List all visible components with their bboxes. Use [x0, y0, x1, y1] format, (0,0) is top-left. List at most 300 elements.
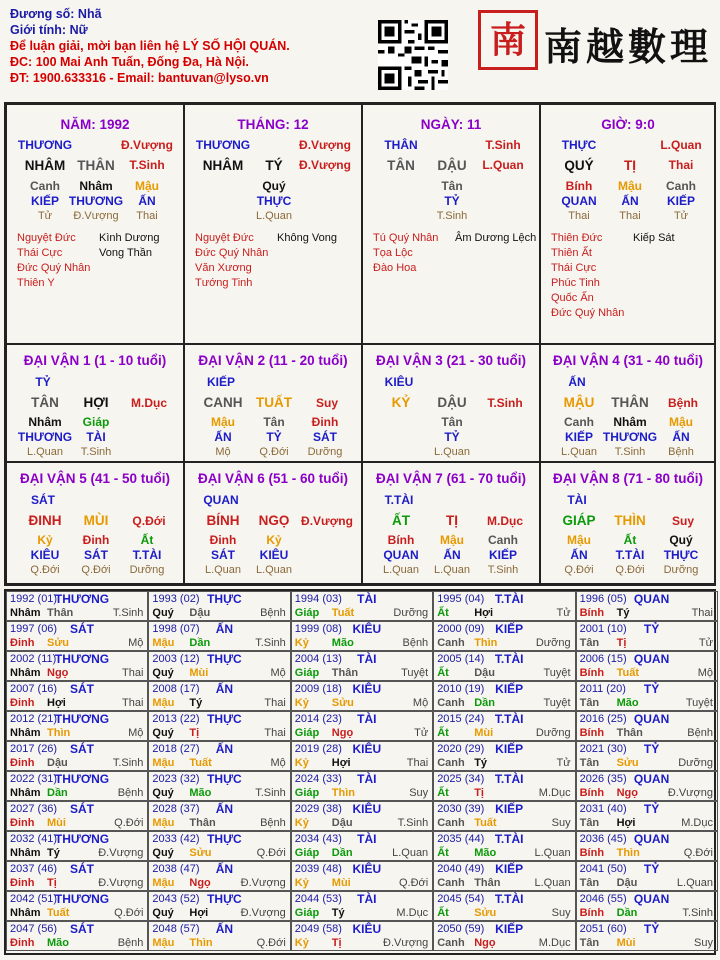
hidden-god: QUAN — [561, 194, 597, 208]
year-status: Dưỡng — [535, 727, 571, 739]
year-branch: Tuất — [474, 817, 497, 829]
year-branch: Hợi — [189, 907, 209, 919]
year-cell — [291, 591, 433, 621]
dai-van-title: ĐẠI VẬN 4 (31 - 40 tuổi) — [552, 353, 704, 368]
year-god: QUAN — [633, 592, 670, 606]
year-label: 2010 (19) — [437, 683, 485, 695]
year-branch: Dậu — [47, 757, 68, 769]
year-label: 2018 (27) — [152, 743, 200, 755]
heavenly-stem: QUÝ — [564, 158, 594, 173]
hidden-status: L.Quan — [204, 564, 242, 576]
year-branch: Hợi — [331, 757, 351, 769]
year-cell — [6, 681, 148, 711]
dai-van-title: ĐẠI VẬN 2 (11 - 20 tuổi) — [198, 353, 348, 368]
year-branch: Tý — [47, 847, 60, 859]
star-item: Âm Dương Lệch — [455, 232, 537, 244]
earthly-branch: DẬU — [437, 158, 467, 173]
year-label: 2036 (45) — [579, 833, 627, 845]
year-label: 2050 (59) — [437, 923, 485, 935]
hidden-stem: Đinh — [209, 533, 237, 547]
year-stem: Mậu — [152, 937, 175, 949]
hidden-status: Tử — [37, 210, 53, 222]
year-god: KIẾP — [495, 862, 524, 876]
year-cell — [433, 831, 575, 861]
year-god: SÁT — [70, 622, 94, 636]
year-cell — [148, 861, 290, 891]
year-status: L.Quan — [392, 847, 429, 859]
year-stem: Bính — [579, 847, 605, 859]
pillar-god: THỰC — [561, 138, 597, 152]
year-god: KIẾP — [495, 742, 524, 756]
year-cell — [291, 621, 433, 651]
hidden-status: Tử — [673, 210, 689, 222]
year-god: TÀI — [357, 772, 377, 786]
year-cell — [291, 741, 433, 771]
hidden-stem: Kỷ — [266, 533, 282, 547]
year-branch: Sửu — [331, 697, 354, 709]
year-status: Q.Đới — [256, 847, 286, 859]
pillar-title: THÁNG: 12 — [237, 117, 309, 132]
year-god: T.TÀI — [494, 772, 524, 786]
year-cell — [433, 891, 575, 921]
year-label: 1999 (08) — [294, 623, 342, 635]
year-stem: Tân — [579, 937, 600, 949]
year-branch: Mão — [616, 697, 639, 709]
year-status: Mộ — [697, 667, 713, 679]
year-branch: Tuất — [616, 667, 639, 679]
year-branch: Ngọ — [331, 727, 354, 739]
year-branch: Sửu — [474, 907, 497, 919]
year-stem: Ất — [437, 667, 449, 679]
year-label: 2032 (41) — [10, 833, 58, 845]
year-branch: Dậu — [474, 667, 495, 679]
year-branch: Dần — [47, 787, 68, 799]
dai-van-5 — [6, 462, 184, 584]
year-branch: Dậu — [331, 817, 353, 829]
year-label: 2031 (40) — [579, 803, 627, 815]
year-stem: Canh — [437, 757, 465, 769]
year-stem: Tân — [579, 757, 600, 769]
year-branch: Mùi — [616, 937, 636, 949]
year-status: L.Quan — [676, 877, 713, 889]
year-status: Q.Đới — [256, 937, 286, 949]
year-status: T.Sinh — [112, 757, 144, 769]
year-cell — [433, 651, 575, 681]
year-cell — [148, 621, 290, 651]
year-cell — [148, 651, 290, 681]
hidden-status: Thai — [619, 210, 641, 222]
dai-van-4 — [540, 344, 716, 462]
star-item: Thiên Ất — [551, 247, 592, 259]
hidden-god: QUAN — [383, 548, 419, 562]
hidden-status: T.Sinh — [80, 446, 112, 458]
year-branch: Thìn — [616, 847, 640, 859]
year-branch: Hợi — [616, 817, 636, 829]
year-branch: Thìn — [331, 787, 356, 799]
year-label: 2005 (14) — [437, 653, 485, 665]
star-item: Đức Quý Nhân — [195, 247, 269, 259]
pillar-title: GIỜ: 9:0 — [601, 117, 655, 132]
year-status: Bệnh — [687, 727, 713, 739]
year-god: T.TÀI — [494, 592, 524, 606]
dai-van-title: ĐẠI VẬN 1 (1 - 10 tuổi) — [23, 353, 167, 368]
year-stem: Đinh — [10, 937, 35, 949]
hidden-god: SÁT — [313, 430, 337, 444]
dai-van-stem: CANH — [203, 395, 243, 410]
year-stem: Nhâm — [10, 667, 41, 679]
hidden-stem: Ất — [140, 533, 154, 547]
year-stem: Kỷ — [294, 637, 309, 649]
hidden-status: Q.Đới — [81, 564, 111, 576]
year-god: ẤN — [215, 622, 234, 636]
phone-line: ĐT: 1900.633316 - Email: bantuvan@lyso.vn — [10, 71, 269, 85]
year-label: 2027 (36) — [10, 803, 58, 815]
year-god: TÀI — [357, 892, 377, 906]
dai-van-god: SÁT — [31, 493, 55, 507]
dai-van-6 — [184, 462, 362, 584]
star-item: Thiên Đức — [551, 232, 603, 244]
year-cell — [148, 741, 290, 771]
hidden-status: Bệnh — [668, 446, 694, 458]
hidden-god: KIẾP — [666, 194, 696, 208]
dai-van-status: M.Dục — [131, 396, 167, 410]
star-item: Kình Dương — [99, 232, 160, 244]
hidden-stem: Mậu — [135, 179, 159, 193]
year-status: M.Dục — [538, 787, 571, 799]
hidden-status: L.Quan — [433, 564, 471, 576]
year-status: Bệnh — [260, 607, 286, 619]
dai-van-branch: DẬU — [437, 395, 467, 410]
year-label: 2021 (30) — [579, 743, 627, 755]
stars-right — [99, 231, 159, 261]
year-stem: Quý — [152, 667, 174, 679]
year-stem: Tân — [579, 877, 600, 889]
year-stem: Mậu — [152, 817, 175, 829]
year-god: THƯƠNG — [54, 892, 110, 906]
year-label: 2034 (43) — [294, 833, 342, 845]
year-god: TÀI — [357, 652, 377, 666]
year-god: SÁT — [70, 862, 94, 876]
year-status: Dưỡng — [393, 607, 429, 619]
year-god: TỶ — [643, 862, 660, 876]
year-branch: Tị — [474, 787, 484, 799]
year-stem: Đinh — [10, 877, 35, 889]
year-label: 2051 (60) — [579, 923, 627, 935]
year-status: Tử — [414, 727, 429, 739]
year-cell — [291, 831, 433, 861]
year-god: ẤN — [215, 742, 234, 756]
pillar-status: Đ.Vượng — [299, 158, 351, 172]
year-label: 2011 (20) — [579, 683, 626, 695]
year-cell — [6, 801, 148, 831]
year-god: THỰC — [207, 592, 242, 606]
dai-van-status: Q.Đới — [132, 514, 166, 528]
year-god: SÁT — [70, 922, 94, 936]
gender: Giới tính: Nữ — [10, 23, 88, 37]
year-god: KIÊU — [352, 682, 382, 696]
stars-left — [551, 231, 624, 321]
year-branch: Mão — [474, 847, 497, 859]
hidden-status: Q.Đới — [615, 564, 645, 576]
year-status: Suy — [694, 937, 713, 949]
dai-van-branch: THÌN — [614, 513, 646, 528]
year-stem: Kỷ — [294, 697, 309, 709]
year-cell — [576, 831, 718, 861]
pillar-top-status: Đ.Vượng — [299, 138, 351, 152]
stars-left — [373, 231, 438, 276]
year-stem: Bính — [579, 727, 605, 739]
dai-van-god: ẤN — [568, 375, 586, 389]
stars-left — [17, 231, 90, 291]
year-status: Đ.Vượng — [98, 847, 144, 859]
year-god: THƯƠNG — [54, 832, 110, 846]
year-god: TỶ — [643, 922, 660, 936]
year-status: M.Dục — [396, 907, 429, 919]
year-label: 2025 (34) — [437, 773, 485, 785]
year-god: SÁT — [70, 682, 94, 696]
year-label: 2012 (21) — [10, 713, 58, 725]
year-label: 2022 (31) — [10, 773, 58, 785]
hidden-status: Dưỡng — [129, 564, 165, 576]
year-cell — [6, 591, 148, 621]
year-cell — [6, 771, 148, 801]
year-cell — [6, 831, 148, 861]
year-status: Thai — [264, 697, 286, 709]
hidden-stem: Mậu — [211, 415, 235, 429]
year-stem: Tân — [579, 817, 600, 829]
year-label: 2043 (52) — [152, 893, 200, 905]
year-god: TỶ — [643, 802, 660, 816]
year-status: Đ.Vượng — [98, 877, 144, 889]
year-label: 2015 (24) — [437, 713, 485, 725]
year-status: L.Quan — [534, 877, 571, 889]
year-stem: Nhâm — [10, 607, 41, 619]
year-god: THỰC — [207, 892, 242, 906]
qr-code[interactable] — [378, 20, 448, 90]
dai-van-status: Suy — [671, 514, 695, 528]
year-cell — [291, 771, 433, 801]
year-label: 2009 (18) — [294, 683, 342, 695]
hidden-status: T.Sinh — [436, 210, 468, 222]
year-stem: Bính — [579, 907, 605, 919]
year-label: 2046 (55) — [579, 893, 627, 905]
year-stem: Ất — [437, 727, 449, 739]
star-item: Nguyệt Đức — [17, 232, 76, 244]
year-cell — [576, 651, 718, 681]
hidden-god: TÀI — [86, 430, 106, 444]
pillar-2 — [184, 104, 362, 344]
year-stem: Giáp — [294, 787, 320, 799]
year-god: KIÊU — [352, 802, 382, 816]
year-status: T.Sinh — [682, 907, 713, 919]
brand-logo — [478, 8, 718, 74]
year-status: Mộ — [270, 757, 286, 769]
year-stem: Mậu — [152, 877, 175, 889]
brand-text: 南越數理 — [544, 24, 713, 69]
year-stem: Giáp — [294, 727, 320, 739]
dai-van-branch: MÙI — [83, 513, 109, 528]
year-branch: Tị — [47, 877, 57, 889]
year-god: THƯƠNG — [54, 712, 110, 726]
year-label: 2048 (57) — [152, 923, 200, 935]
year-cell — [576, 711, 718, 741]
year-god: QUAN — [633, 772, 670, 786]
year-cell — [576, 861, 718, 891]
hidden-status: Dưỡng — [307, 446, 343, 458]
year-cell — [576, 591, 718, 621]
dai-van-stem: KỶ — [391, 395, 411, 410]
year-status: Thai — [406, 757, 429, 769]
hidden-status: Q.Đới — [30, 564, 60, 576]
hidden-stem: Nhâm — [79, 179, 113, 193]
year-stem: Kỷ — [294, 877, 309, 889]
year-label: 1998 (07) — [152, 623, 200, 635]
year-cell — [6, 741, 148, 771]
year-cell — [148, 681, 290, 711]
year-stem: Quý — [152, 727, 174, 739]
year-god: TÀI — [357, 832, 377, 846]
hidden-god: KIẾP — [30, 194, 60, 208]
year-cell — [291, 711, 433, 741]
year-label: 2024 (33) — [294, 773, 342, 785]
year-status: Tuyệt — [401, 667, 429, 679]
year-branch: Mùi — [331, 877, 351, 889]
stars-right — [633, 231, 675, 246]
year-cell — [6, 651, 148, 681]
year-cell — [576, 681, 718, 711]
hidden-stem: Quý — [262, 179, 286, 193]
hidden-god: ẤN — [621, 194, 639, 208]
hidden-god: KIẾP — [488, 548, 518, 562]
hidden-god: SÁT — [84, 548, 108, 562]
year-god: ẤN — [215, 802, 234, 816]
year-stem: Mậu — [152, 697, 175, 709]
hidden-status: Thai — [136, 210, 158, 222]
hidden-god: THƯƠNG — [602, 430, 658, 444]
year-god: THỰC — [207, 712, 242, 726]
dai-van-status: Suy — [315, 396, 339, 410]
year-stem: Mậu — [152, 637, 175, 649]
year-label: 2008 (17) — [152, 683, 200, 695]
year-branch: Hợi — [47, 697, 66, 709]
year-status: M.Dục — [538, 937, 571, 949]
dai-van-god: TỶ — [35, 375, 51, 389]
year-cell — [148, 591, 290, 621]
year-branch: Thân — [189, 817, 216, 829]
year-branch: Tý — [331, 907, 345, 919]
year-cell — [576, 801, 718, 831]
dai-van-branch: TỊ — [446, 513, 458, 528]
year-branch: Dậu — [616, 877, 638, 889]
year-branch: Mùi — [474, 727, 494, 739]
contact-line: Để luận giải, mời bạn liên hệ LÝ SỐ HỘI QUÁN. — [10, 39, 290, 53]
year-label: 2038 (47) — [152, 863, 200, 875]
year-status: Mộ — [128, 637, 144, 649]
dai-van-stem: MẬU — [563, 395, 595, 410]
hidden-god: ẤN — [570, 548, 588, 562]
year-branch: Sửu — [47, 637, 70, 649]
year-branch: Ngọ — [474, 937, 496, 949]
year-god: QUAN — [633, 832, 670, 846]
year-branch: Thân — [47, 607, 74, 619]
year-stem: Nhâm — [10, 847, 41, 859]
year-label: 2019 (28) — [294, 743, 342, 755]
star-item: Đức Quý Nhân — [17, 262, 91, 274]
year-status: Thai — [691, 607, 713, 619]
hidden-god: ẤN — [672, 430, 690, 444]
hidden-stem: Canh — [666, 179, 696, 193]
stars-right — [277, 231, 337, 246]
year-stem: Giáp — [294, 907, 320, 919]
pillar-top-status: T.Sinh — [485, 138, 521, 152]
year-cell — [433, 741, 575, 771]
year-stem: Canh — [437, 937, 465, 949]
year-label: 1995 (04) — [437, 593, 485, 605]
year-status: Suy — [551, 817, 571, 829]
year-branch: Tý — [189, 697, 203, 709]
year-cell — [291, 651, 433, 681]
pillar-4 — [540, 104, 716, 344]
hidden-status: L.Quan — [382, 564, 420, 576]
hidden-stem: Bính — [565, 179, 593, 193]
seal-stamp: 南 — [478, 10, 538, 70]
hidden-god: T.TÀI — [615, 548, 645, 562]
year-stem: Canh — [437, 697, 465, 709]
year-god: ẤN — [215, 862, 234, 876]
year-god: QUAN — [633, 712, 670, 726]
dai-van-branch: TUẤT — [256, 395, 292, 410]
year-label: 2042 (51) — [10, 893, 58, 905]
year-stem: Mậu — [152, 757, 175, 769]
hidden-god: TỶ — [444, 430, 460, 444]
star-item: Thái Cực — [551, 262, 597, 274]
year-god: T.TÀI — [494, 712, 524, 726]
year-cell — [6, 711, 148, 741]
star-item: Tướng Tinh — [195, 277, 253, 289]
year-branch: Ngọ — [189, 877, 211, 889]
hidden-status: L.Quan — [255, 564, 293, 576]
year-cell — [433, 621, 575, 651]
dai-van-status: Đ.Vượng — [301, 514, 353, 528]
year-status: Suy — [551, 907, 571, 919]
hidden-stem: Bính — [387, 533, 415, 547]
year-status: Đ.Vượng — [383, 937, 429, 949]
year-status: Đ.Vượng — [667, 787, 713, 799]
hidden-stem: Nhâm — [613, 415, 647, 429]
year-cell — [6, 621, 148, 651]
hidden-stem: Mậu — [618, 179, 642, 193]
year-cell — [433, 711, 575, 741]
year-cell — [291, 861, 433, 891]
dai-van-7 — [362, 462, 540, 584]
year-cell — [433, 921, 575, 951]
year-stem: Nhâm — [10, 787, 41, 799]
year-cell — [148, 771, 290, 801]
year-branch: Tuất — [331, 607, 355, 619]
heavenly-stem: NHÂM — [24, 158, 66, 173]
year-cell — [433, 591, 575, 621]
year-cell — [6, 891, 148, 921]
dai-van-stem: ĐINH — [28, 513, 62, 528]
year-stem: Đinh — [10, 817, 35, 829]
year-god: KIẾP — [495, 802, 524, 816]
star-item: Không Vong — [277, 232, 337, 244]
year-cell — [291, 921, 433, 951]
dai-van-2 — [184, 344, 362, 462]
year-god: THỰC — [207, 652, 242, 666]
dai-van-title: ĐẠI VẬN 7 (61 - 70 tuổi) — [375, 471, 527, 486]
year-branch: Thân — [474, 877, 501, 889]
